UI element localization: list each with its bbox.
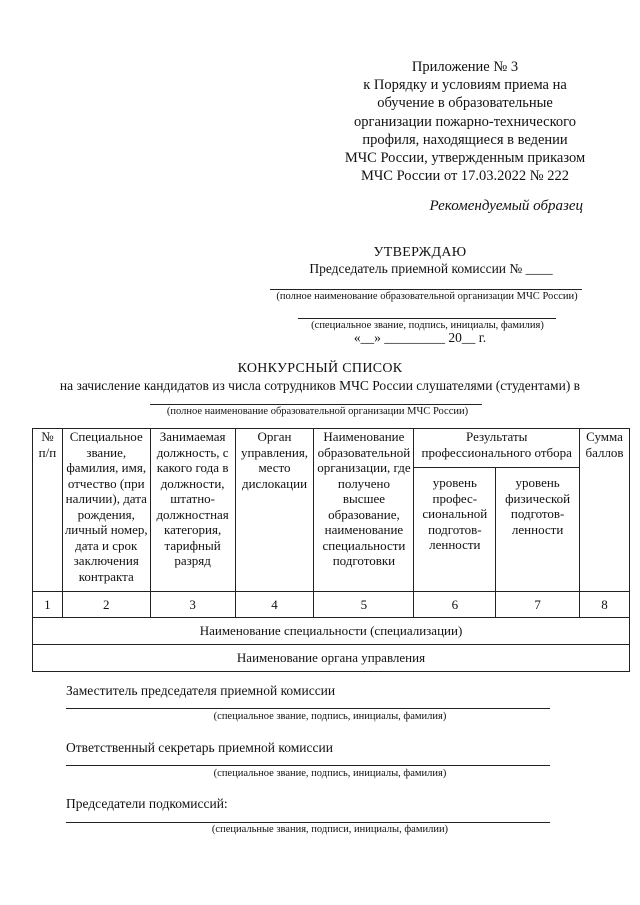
- signature-title: Заместитель председателя приемной комиссии: [66, 683, 336, 698]
- appendix-line: Приложение № 3: [411, 59, 519, 75]
- appendix-line: организации пожарно-технического: [354, 113, 576, 130]
- col-number: 7: [496, 592, 580, 618]
- col-number: 4: [235, 592, 314, 618]
- recommended-sample: Рекомендуемый образец: [429, 198, 583, 214]
- appendix-line: МЧС России, утвержденным приказом: [344, 150, 586, 167]
- col-number: 1: [33, 592, 63, 618]
- signature-title: Ответственный секретарь приемной комиссии: [66, 740, 333, 755]
- list-subtitle: на зачисление кандидатов из числа сотрудников МЧС России слушателями (студентами) в: [59, 378, 581, 393]
- signature-title: Председатели подкомиссий:: [66, 796, 228, 811]
- header-results: Результаты профессионального отбора: [414, 429, 580, 468]
- header-rank-name: Специальное звание, фамилия, имя, отчество (при наличии), дата рождения, личный номер, дата и срок заключения контракта: [62, 429, 150, 592]
- appendix-block: [330, 58, 600, 185]
- signature-caption: (специальные звания, подписи, инициалы, фамилии): [211, 824, 449, 835]
- approval-sign-caption: (специальное звание, подпись, инициалы, фамилия): [311, 320, 544, 331]
- appendix-line: МЧС России от 17.03.2022 № 222: [360, 168, 570, 185]
- signature-line: [66, 765, 550, 766]
- header-num: № п/п: [33, 429, 63, 592]
- management-body-row: Наименование органа управления: [33, 645, 630, 672]
- header-position: Занимаемая должность, с какого года в должности, штатно- должностная категория, тарифный разряд: [150, 429, 235, 592]
- header-education-org: Наименование образовательной организации, где получено высшее образование, наименование специальности подготовки: [314, 429, 414, 592]
- header-management-body: Орган управления, место дислокации: [235, 429, 314, 592]
- competition-table: [32, 428, 630, 672]
- signature-caption: (специальное звание, подпись, инициалы, фамилия): [213, 711, 447, 722]
- signature-line: [66, 708, 550, 709]
- appendix-line: профиля, находящиеся в ведении: [362, 131, 568, 148]
- appendix-line: к Порядку и условиям приема на: [363, 77, 567, 94]
- col-number: 6: [414, 592, 496, 618]
- header-sum: Сумма баллов: [580, 429, 630, 592]
- header-phys-level: уровень физической подготов- ленности: [496, 468, 580, 592]
- approval-title: УТВЕРЖДАЮ: [373, 245, 467, 260]
- col-number: 3: [150, 592, 235, 618]
- list-org-caption: (полное наименование образовательной организации МЧС России): [166, 406, 469, 417]
- approval-date: «__» _________ 20__ г.: [353, 330, 487, 345]
- signature-caption: (специальное звание, подпись, инициалы, фамилия): [213, 768, 447, 779]
- column-number-row: [33, 592, 630, 618]
- col-number: 5: [314, 592, 414, 618]
- header-prof-level: уровень профес- сиональной подготов- ленности: [414, 468, 496, 592]
- approval-org-line: [270, 289, 582, 290]
- signature-line: [66, 822, 550, 823]
- list-title: КОНКУРСНЫЙ СПИСОК: [237, 361, 403, 376]
- col-number: 2: [62, 592, 150, 618]
- approval-org-caption: (полное наименование образовательной организации МЧС России): [276, 291, 578, 302]
- appendix-line: обучение в образовательные: [377, 95, 553, 112]
- col-number: 8: [580, 592, 630, 618]
- approval-sign-line: [298, 318, 556, 319]
- list-org-line: [150, 404, 482, 405]
- specialty-row: Наименование специальности (специализации): [33, 618, 630, 645]
- approval-chair: Председатель приемной комиссии № ____: [309, 261, 553, 276]
